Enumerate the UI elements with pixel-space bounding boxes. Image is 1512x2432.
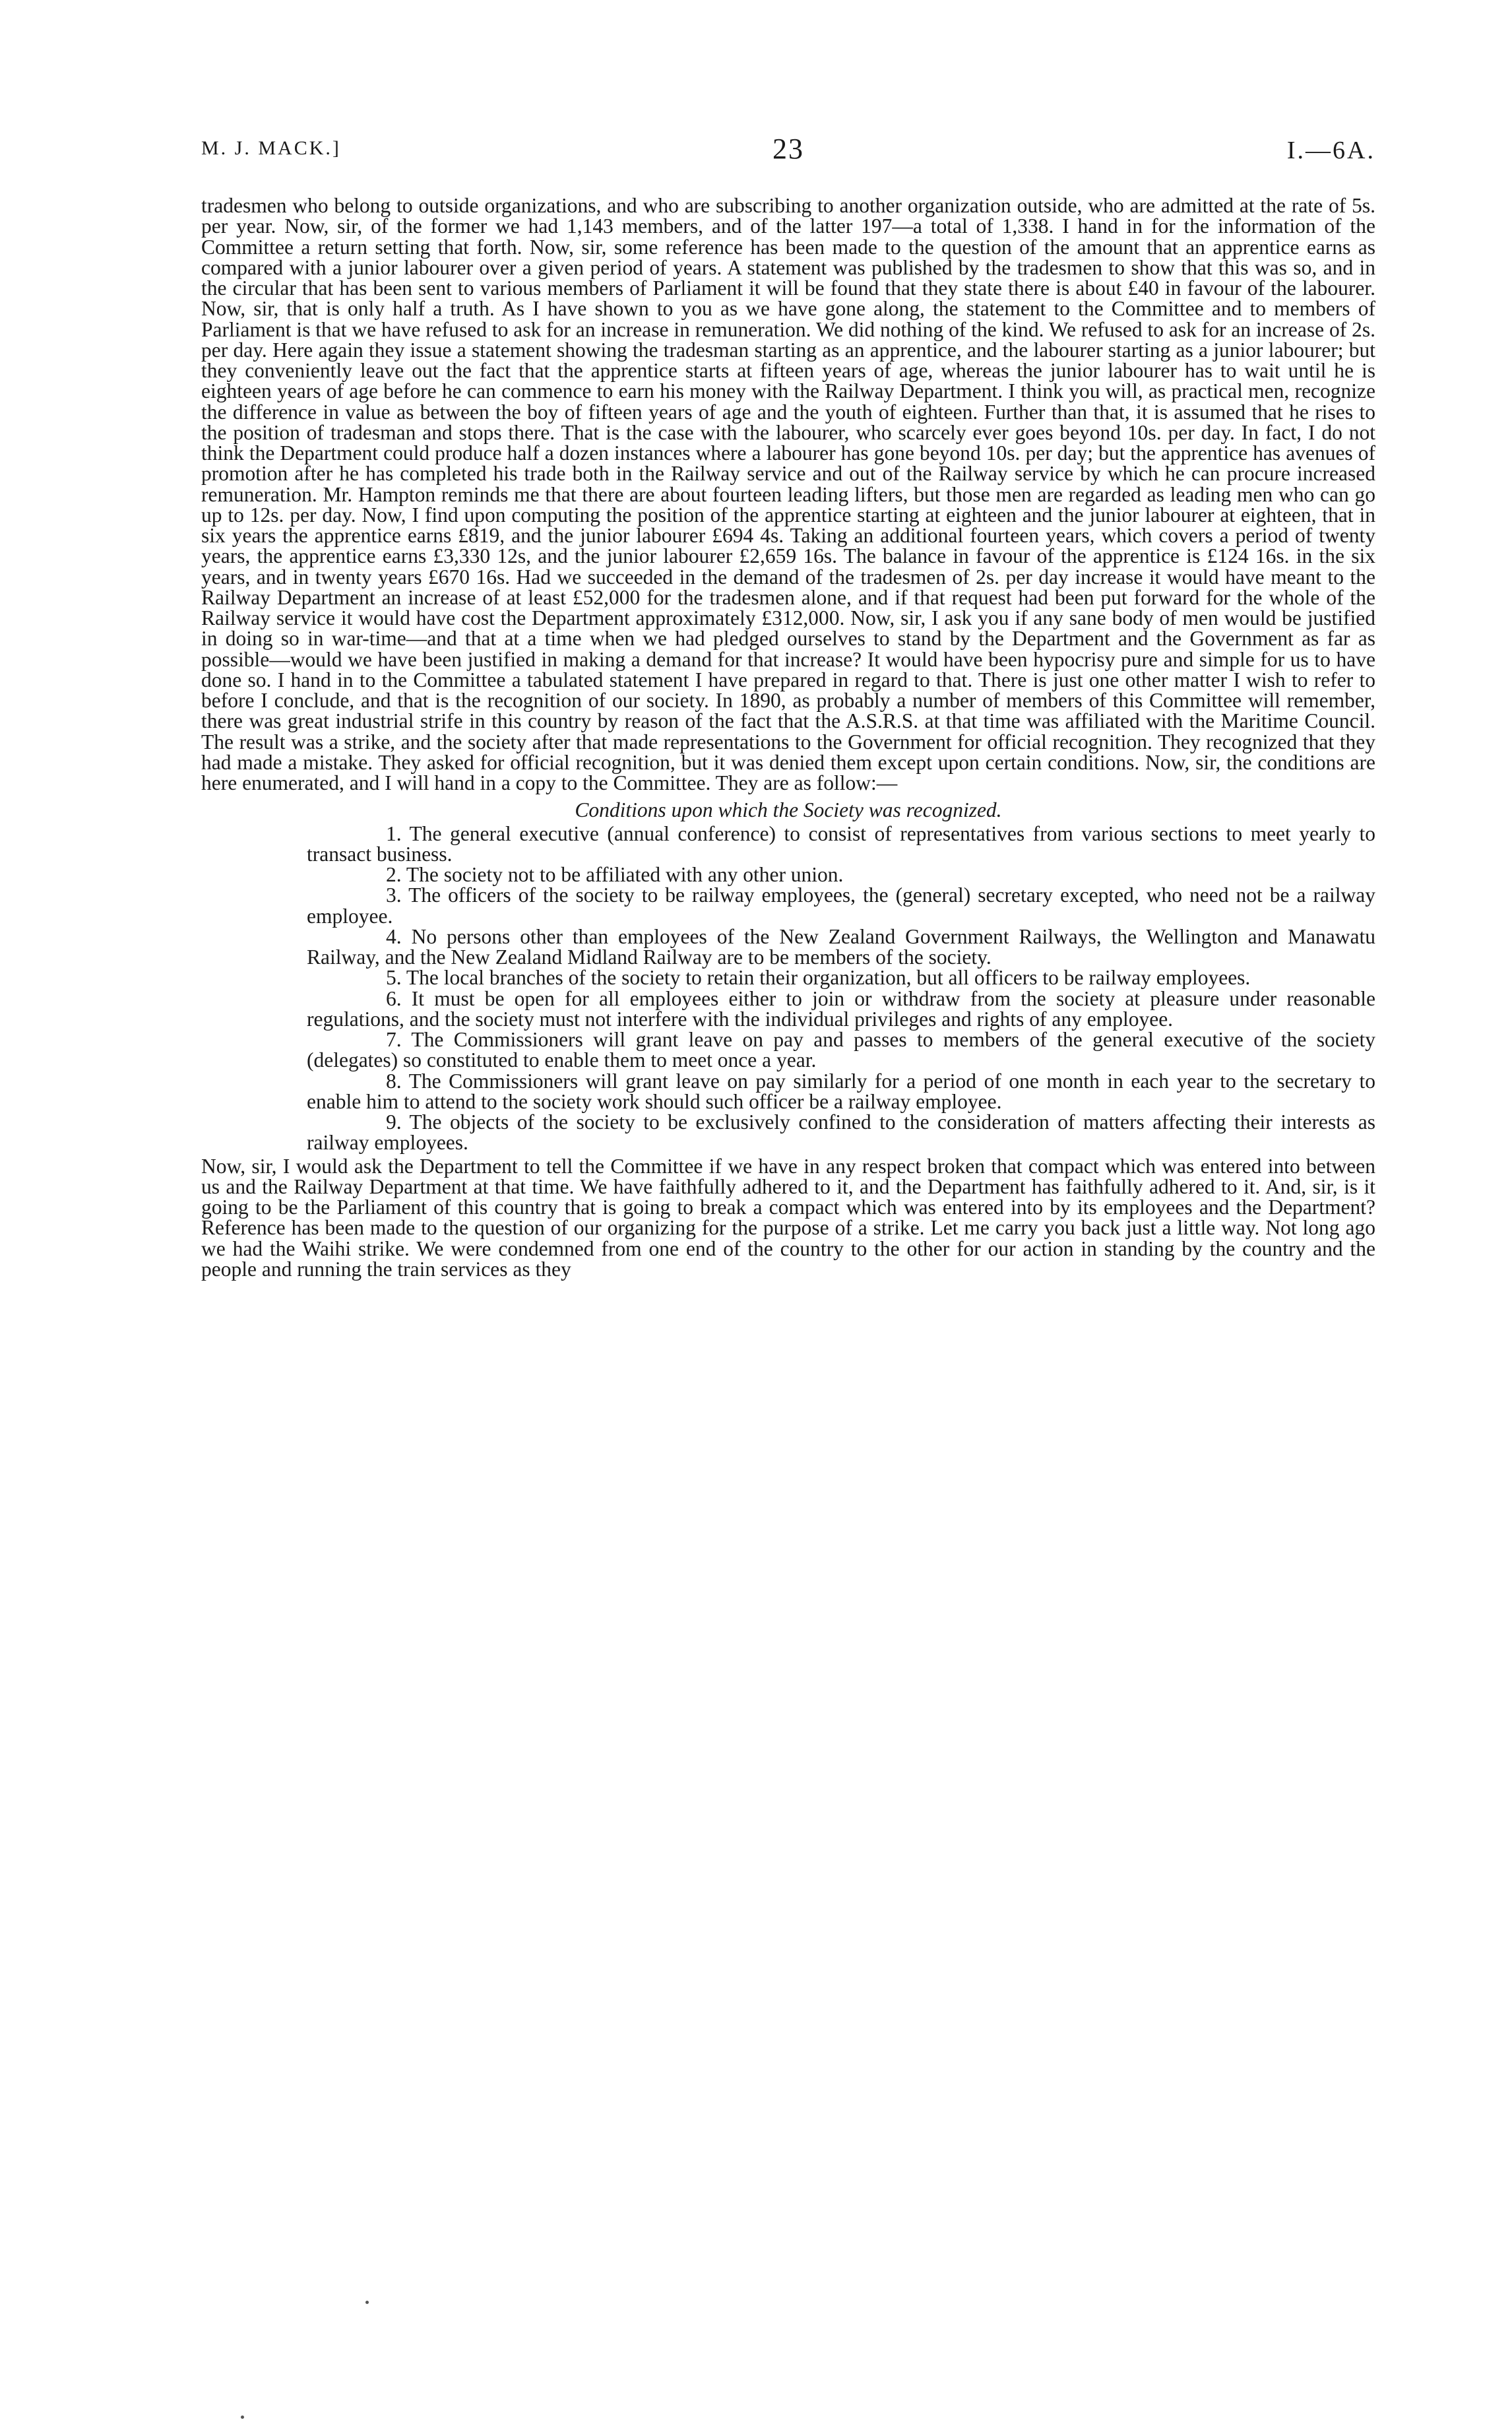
condition-item: 1. The general executive (annual conference) to consist of representatives from various sections to meet yearly to transact business. [307, 821, 1375, 866]
header-document-ref: I.—6A. [1286, 137, 1375, 164]
page-number: 23 [772, 133, 804, 165]
condition-item: 8. The Commissioners will grant leave on pay similarly for a period of one month in each year to the secretary to enable him to attend to the society work should such officer be a railway employee. [307, 1069, 1375, 1113]
body-text [201, 195, 1375, 1279]
closing-paragraph: Now, sir, I would ask the Department to tell the Committee if we have in any respect broken that compact which was entered into between us and the Railway Department at that time. We have faithfully adhered to it, and the Department has faithfully adhered to it. And, sir, is it going to be the Parliament of this country that is going to break a compact which was entered into by its employees and the Department? Reference has been made to the question of our organizing for the purpose of a strike. Let me carry you back just a little way. Not long ago we had the Waihi strike. We were condemned from one end of the country to the other for our action in standing by the country and the people and running the train services as they [201, 1154, 1375, 1281]
page-header [201, 132, 1375, 172]
condition-item: 3. The officers of the society to be railway employees, the (general) secretary excepted, who need not be a railway employee. [307, 883, 1375, 928]
scan-speck [365, 2301, 369, 2304]
conditions-heading: Conditions upon which the Society was recognized. [575, 798, 1002, 822]
condition-item: 9. The objects of the society to be exclusively confined to the consideration of matters affecting their interests as railway employees. [307, 1110, 1375, 1155]
header-speaker: M. J. MACK.] [201, 137, 341, 159]
condition-item: 4. No persons other than employees of the New Zealand Government Railways, the Wellington and Manawatu Railway, and the New Zealand Midland Railway are to be members of the society. [307, 924, 1375, 969]
conditions-list [201, 823, 1375, 1153]
condition-item: 7. The Commissioners will grant leave on pay and passes to members of the general executive of the society (delegates) so constituted to enable them to meet once a year. [307, 1028, 1375, 1072]
scan-speck [241, 2416, 244, 2419]
condition-item: 2. The society not to be affiliated with any other union. [386, 863, 844, 886]
condition-item: 6. It must be open for all employees either to join or withdraw from the society at pleasure under reasonable regulations, and the society must not interfere with the individual privileges and rights of any employee. [307, 986, 1375, 1031]
main-paragraph: tradesmen who belong to outside organizations, and who are subscribing to another organization outside, who are admitted at the rate of 5s. per year. Now, sir, of the former we had 1,143 members, and of the latter 197—a total of 1,338. I hand in for the information of the Committee a return setting that forth. Now, sir, some reference has been made to the question of the amount that an apprentice earns as compared with a junior labourer over a given period of years. A statement was published by the tradesmen to show that this was so, and in the circular that has been sent to various members of Parliament it will be found that they state there is about £40 in favour of the labourer. Now, sir, that is only half a truth. As I have shown to you as we have gone along, the statement to the Committee and to members of Parliament is that we have refused to ask for an increase in remuneration. We did nothing of the kind. We refused to ask for an increase of 2s. per day. Here again they issue a statement showing the tradesman starting as an apprentice, and the labourer starting as a junior labourer; but they conveniently leave out the fact that the apprentice starts at fifteen years of age, whereas the junior labourer has to wait until he is eighteen years of age before he can commence to earn his money with the Railway Department. I think you will, as practical men, recognize the difference in value as between the boy of fifteen years of age and the youth of eighteen. Further than that, it is assumed that he rises to the position of tradesman and stops there. That is the case with the labourer, who scarcely ever goes beyond 10s. per day. In fact, I do not think the Department could produce half a dozen instances where a labourer has gone beyond 10s. per day; but the apprentice has avenues of promotion after he has completed his trade both in the Railway service and out of the Railway service by which he can procure increased remuneration. Mr. Hampton reminds me that there are about fourteen leading lifters, but those men are regarded as leading men who can go up to 12s. per day. Now, I find upon computing the position of the apprentice starting at eighteen and the junior labourer at eighteen, that in six years the apprentice earns £819, and the junior labourer £694 4s. Taking an additional fourteen years, which covers a period of twenty years, the apprentice earns £3,330 12s, and the junior labourer £2,659 16s. The balance in favour of the apprentice is £124 16s. in the six years, and in twenty years £670 16s. Had we succeeded in the demand of the tradesmen of 2s. per day increase it would have meant to the Railway Department an increase of at least £52,000 for the tradesmen alone, and if that request had been put forward for the whole of the Railway service it would have cost the Department approximately £312,000. Now, sir, I ask you if any sane body of men would be justified in doing so in war-time—and that at a time when we had pledged ourselves to stand by the Department and the Government as far as possible—would we have been justified in making a demand for that increase? It would have been hypocrisy pure and simple for us to have done so. I hand in to the Committee a tabulated statement I have prepared in regard to that. There is just one other matter I wish to refer to before I conclude, and that is the recognition of our society. In 1890, as probably a number of members of this Committee will remember, there was great industrial strife in this country by reason of the fact that the A.S.R.S. at that time was affiliated with the Maritime Council. The result was a strike, and the society after that made representations to the Government for official recognition. They recognized that they had made a mistake. They asked for official recognition, but it was denied them except upon certain conditions. Now, sir, the conditions are here enumerated, and I will hand in a copy to the Committee. They are as follow:— [201, 194, 1375, 794]
condition-item: 5. The local branches of the society to retain their organization, but all officers to be railway employees. [386, 966, 1251, 990]
